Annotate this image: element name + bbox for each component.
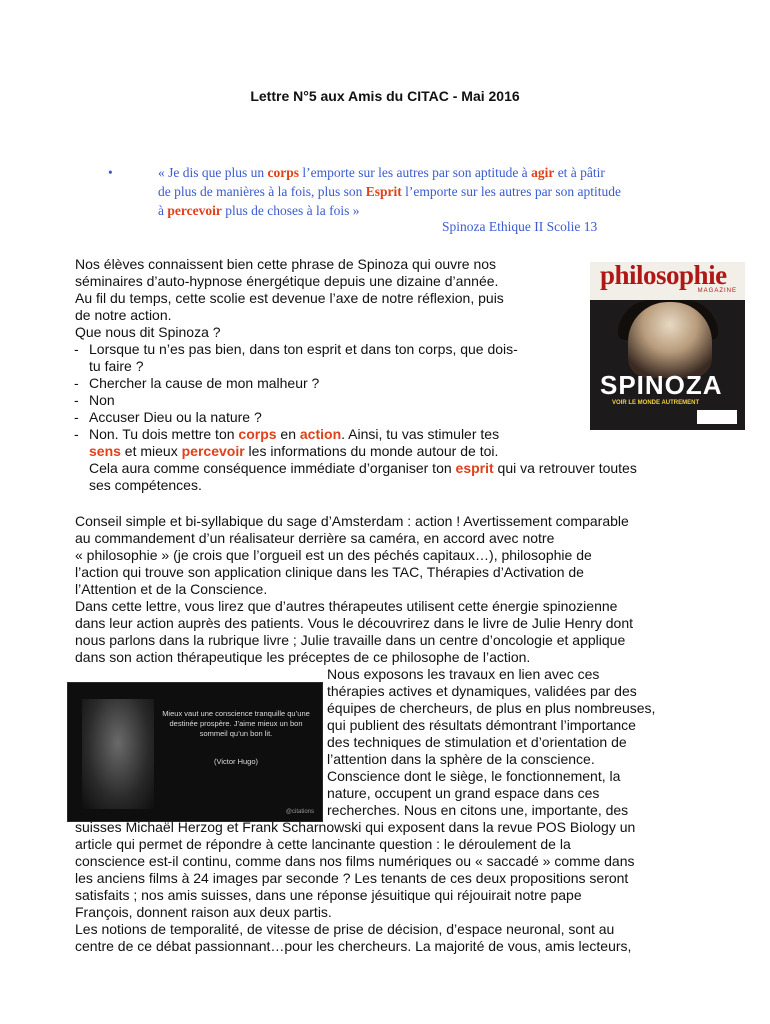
- quote-line-2: de plus de manières à la fois, plus son Esprit l’emporte sur les autres par son aptitude: [158, 184, 622, 199]
- text-line: François, donnent raison aux deux partis.: [75, 904, 332, 920]
- text-line: article qui permet de répondre à cette lancinante question : le déroulement de la: [75, 836, 571, 852]
- list-item-continued: sens et mieux percevoir les informations du monde autour de toi.: [89, 443, 499, 459]
- list-item-continued: tu faire ?: [89, 358, 144, 374]
- list-item-continued: ses compétences.: [89, 477, 202, 493]
- text-line: l’attention dans la sphère de la conscience.: [327, 751, 595, 767]
- barcode-icon: [697, 410, 737, 424]
- list-item-continued: Cela aura comme conséquence immédiate d’organiser ton esprit qui va retrouver toutes: [89, 460, 637, 476]
- text-line: équipes de chercheurs, de plus en plus nombreuses,: [327, 700, 656, 716]
- list-item: - Lorsque tu n’es pas bien, dans ton esprit et dans ton corps, que dois-: [74, 341, 518, 357]
- quote-citation: Spinoza Ethique II Scolie 13: [442, 219, 598, 234]
- text-line: Dans cette lettre, vous lirez que d’autres thérapeutes utilisent cette énergie spinozienne: [75, 598, 618, 614]
- list-item: - Non: [74, 392, 115, 408]
- text-line: les anciens films à 24 images par seconde ? Les tenants de ces deux propositions seront: [75, 870, 629, 886]
- portrait-face: [628, 302, 712, 378]
- paragraph-3-right: [327, 666, 727, 819]
- quote-line-3: à percevoir plus de choses à la fois »: [158, 203, 360, 218]
- text-line: de notre action.: [75, 307, 172, 323]
- image-quote-author: (Victor Hugo): [213, 757, 259, 766]
- text-line: Que nous dit Spinoza ?: [75, 324, 221, 340]
- page-title: Lettre N°5 aux Amis du CITAC - Mai 2016: [250, 88, 520, 104]
- image-quote-text: Mieux vaut une conscience tranquille qu’une destinée prospère. J’aime mieux un bon sommeil qu’un bon lit.: [162, 709, 310, 738]
- magazine-headline: SPINOZA: [600, 370, 723, 400]
- intro-paragraph: [75, 256, 575, 341]
- text-line: thérapies actives et dynamiques, validées par des: [327, 683, 637, 699]
- list-item: - Accuser Dieu ou la nature ?: [74, 409, 262, 425]
- text-line: conscience est-il continu, comme dans nos films numériques ou « saccadé » comme dans: [75, 853, 635, 869]
- magazine-brand: philosophie: [600, 262, 727, 290]
- list-item: - Chercher la cause de mon malheur ?: [74, 375, 320, 391]
- text-line: dans son action thérapeutique les préceptes de ce philosophe de l’action.: [75, 649, 531, 665]
- text-line: Conseil simple et bi-syllabique du sage d’Amsterdam : action ! Avertissement comparable: [75, 513, 629, 529]
- text-line: Nous exposons les travaux en lien avec ces: [327, 666, 600, 682]
- portrait-image: [82, 699, 154, 809]
- text-line: suisses Michaël Herzog et Frank Scharnowski qui exposent dans la revue POS Biology un: [75, 819, 636, 835]
- image-watermark: @citations: [285, 809, 314, 815]
- paragraph-3-full: [75, 819, 715, 955]
- text-line: au commandement d’un réalisateur derrière sa caméra, en accord avec notre: [75, 530, 555, 546]
- text-line: nature, occupent un grand espace dans ces: [327, 785, 600, 801]
- text-line: « philosophie » (je crois que l’orgueil est un des péchés capitaux…), philosophie de: [75, 547, 592, 563]
- quote-line-1: « Je dis que plus un corps l’emporte sur les autres par son aptitude à agir et à pâtir: [158, 165, 605, 180]
- text-line: dans leur action auprès des patients. Vous le découvrirez dans le livre de Julie Henry dont: [75, 615, 633, 631]
- text-line: qui publient des résultats démontrant l’importance: [327, 717, 636, 733]
- magazine-cover-image: [590, 262, 745, 430]
- text-line: Nos élèves connaissent bien cette phrase de Spinoza qui ouvre nos: [75, 256, 497, 272]
- text-line: l’action qui trouve son application clinique dans les TAC, Thérapies d’Activation de: [75, 564, 584, 580]
- text-line: l’Attention et de la Conscience.: [75, 581, 268, 597]
- bullet-icon: •: [108, 165, 113, 180]
- magazine-sub: MAGAZINE: [697, 288, 737, 294]
- text-line: satisfaits ; nos amis suisses, dans une réponse jésuitique qui réjouirait notre pape: [75, 887, 582, 903]
- victor-hugo-quote-image: [67, 682, 323, 822]
- text-line: Les notions de temporalité, de vitesse de prise de décision, d’espace neuronal, sont au: [75, 921, 615, 937]
- text-line: séminaires d’auto-hypnose énergétique depuis une dizaine d’année.: [75, 273, 499, 289]
- text-line: centre de ce débat passionnant…pour les chercheurs. La majorité de vous, amis lecteurs,: [75, 938, 632, 954]
- list-item: - Non. Tu dois mettre ton corps en action. Ainsi, tu vas stimuler tes: [74, 426, 500, 442]
- paragraph-2: [75, 513, 715, 666]
- text-line: Au fil du temps, cette scolie est devenue l’axe de notre réflexion, puis: [75, 290, 504, 306]
- magazine-tagline: VOIR LE MONDE AUTREMENT: [612, 400, 700, 406]
- text-line: nous parlons dans la rubrique livre ; Julie travaille dans un centre d’oncologie et applique: [75, 632, 626, 648]
- text-line: des techniques de stimulation et d’orientation de: [327, 734, 627, 750]
- text-line: Conscience dont le siège, le fonctionnement, la: [327, 768, 621, 784]
- text-line: recherches. Nous en citons une, importante, des: [327, 802, 629, 818]
- spinoza-quote: [108, 163, 718, 220]
